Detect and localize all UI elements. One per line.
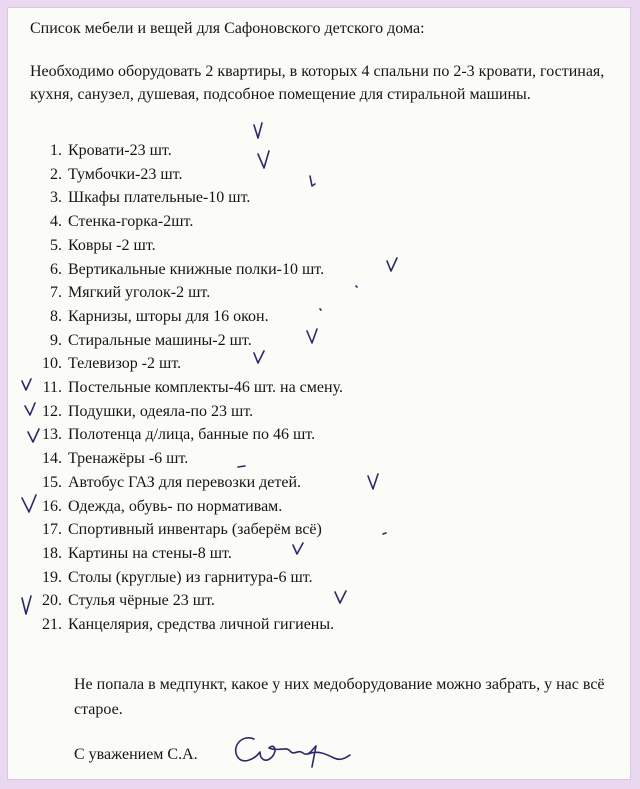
item-number: 17. <box>42 521 62 539</box>
checkmark-icon <box>25 403 35 415</box>
item-text: Стулья чёрные 23 шт. <box>68 592 215 610</box>
item-number: 16. <box>42 497 62 515</box>
item-number: 1. <box>50 142 62 159</box>
item-number: 19. <box>42 568 62 586</box>
item-text: Ковры -2 шт. <box>68 236 156 254</box>
item-text: Канцелярия, средства личной гигиены. <box>68 616 335 633</box>
signature-icon <box>236 738 350 767</box>
document-page <box>7 7 631 780</box>
checkmark-icon <box>254 351 264 363</box>
intro-paragraph: Необходимо оборудовать 2 квартиры, в которых 4 спальни по 2-3 кровати, гостиная, кухня, санузел, душевая, подсобное помещение для стиральной машины. <box>30 63 605 103</box>
item-text: Полотенца д/лица, банные по 46 шт. <box>68 426 316 444</box>
closing-regards: С уважением С.А. <box>74 746 198 763</box>
item-number: 10. <box>42 355 62 373</box>
item-number: 6. <box>50 260 62 278</box>
item-text: Шкафы плательные-10 шт. <box>68 189 251 207</box>
item-text: Карнизы, шторы для 16 окон. <box>68 307 269 325</box>
note-paragraph: Не попала в медпункт, какое у них медоборудование можно забрать, у нас всё старое. <box>74 676 605 718</box>
dot-mark-icon <box>356 286 357 287</box>
checkmark-icon <box>387 258 397 271</box>
checkmark-icon <box>254 123 262 138</box>
item-number: 3. <box>50 189 62 207</box>
item-text: Вертикальные книжные полки-10 шт. <box>68 260 325 278</box>
item-text: Постельные комплекты-46 шт. на смену. <box>68 379 343 396</box>
checkmark-icon <box>22 596 31 614</box>
item-text: Тренажёры -6 шт. <box>68 450 189 468</box>
dot-mark-icon <box>320 309 321 310</box>
handwritten-marks <box>8 8 632 781</box>
item-text: Спортивный инвентарь (заберём всё) <box>68 521 322 539</box>
item-number: 5. <box>50 236 62 254</box>
checkmark-icon <box>335 591 346 603</box>
item-number: 7. <box>50 284 62 302</box>
checkmark-icon <box>293 543 303 554</box>
item-text: Подушки, одеяла-по 23 шт. <box>68 402 254 420</box>
item-number: 14. <box>42 450 62 468</box>
item-text: Стенка-горка-2шт. <box>68 213 194 231</box>
item-text: Автобус ГАЗ для перевозки детей. <box>68 473 302 491</box>
item-text: Столы (круглые) из гарнитура-6 шт. <box>68 568 313 586</box>
item-number: 11. <box>42 379 62 396</box>
item-number: 9. <box>50 331 62 349</box>
item-text: Одежда, обувь- по нормативам. <box>68 497 283 515</box>
item-text: Мягкий уголок-2 шт. <box>68 284 211 302</box>
item-number: 8. <box>50 307 62 325</box>
item-text: Картины на стены-8 шт. <box>68 544 232 562</box>
item-number: 15. <box>42 473 62 491</box>
item-number: 12. <box>42 402 62 420</box>
checkmark-icon <box>258 151 269 168</box>
checkmark-icon <box>368 474 378 489</box>
checkmark-icon <box>22 379 31 390</box>
item-number: 18. <box>42 544 62 562</box>
tick-mark-icon <box>310 176 315 186</box>
checkmark-icon <box>28 429 39 442</box>
dash-mark-icon <box>238 466 245 467</box>
item-number: 20. <box>42 592 62 610</box>
item-text: Телевизор -2 шт. <box>68 355 182 373</box>
item-number: 13. <box>42 426 62 444</box>
item-number: 4. <box>50 213 62 231</box>
item-number: 21. <box>42 616 62 633</box>
item-text: Тумбочки-23 шт. <box>68 165 183 183</box>
item-text: Стиральные машины-2 шт. <box>68 331 252 349</box>
document-title: Список мебели и вещей для Сафоновского детского дома: <box>30 20 425 37</box>
checkmark-icon <box>22 495 36 512</box>
item-text: Кровати-23 шт. <box>68 142 172 159</box>
dot-mark-icon <box>383 533 386 534</box>
checkmark-icon <box>307 329 317 343</box>
item-number: 2. <box>50 165 62 183</box>
